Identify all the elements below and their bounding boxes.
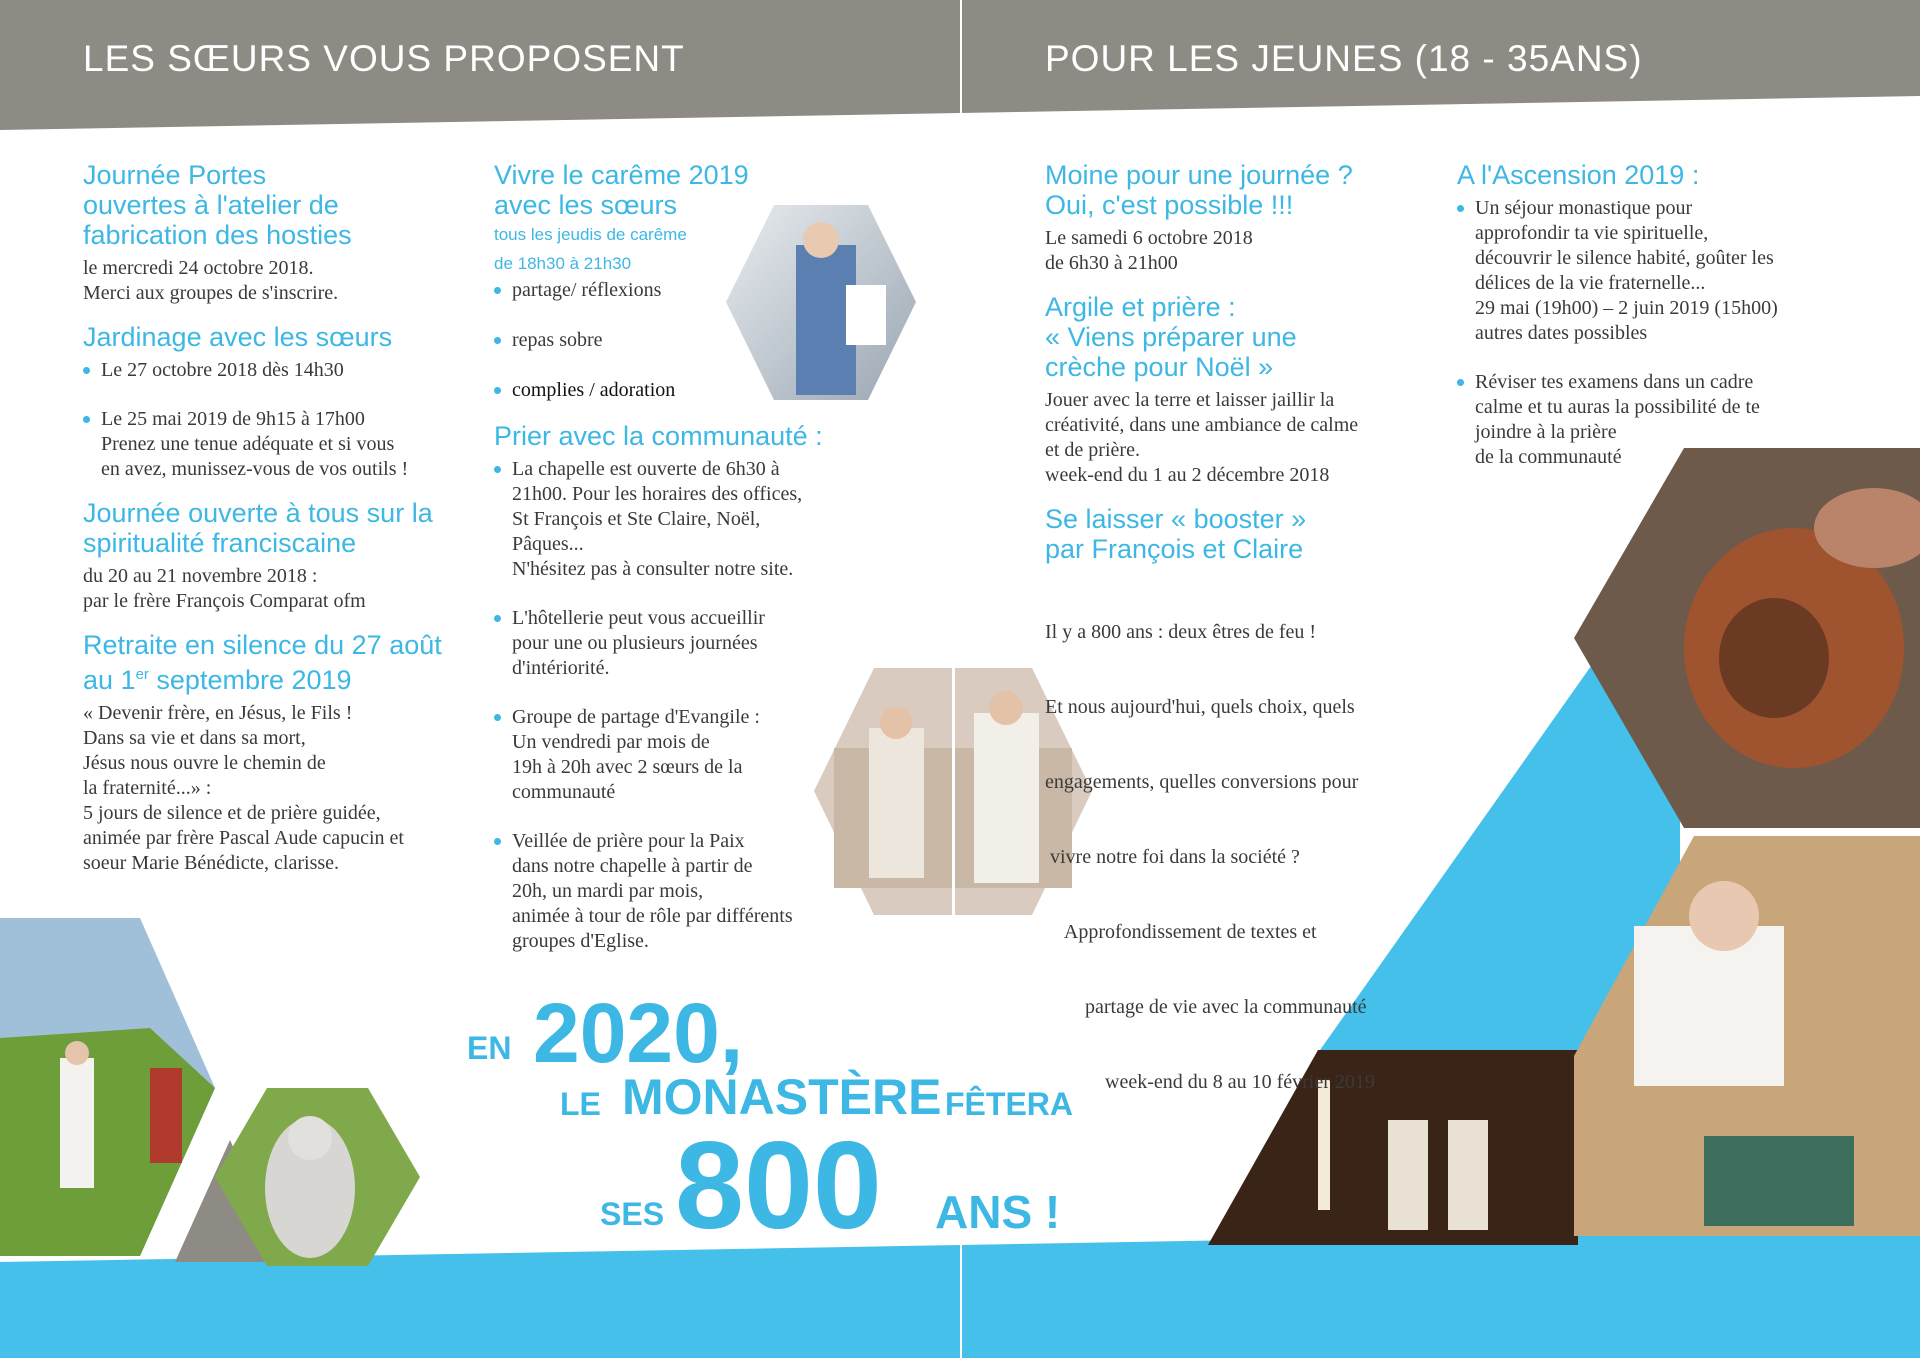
line: Merci aux groupes de s'inscrire. — [83, 282, 339, 304]
line: week-end du 1 au 2 décembre 2018 — [1045, 464, 1330, 486]
line: N'hésitez pas à consulter notre site. — [512, 558, 794, 580]
col2-s2-title: Prier avec la communauté : — [494, 421, 823, 451]
col2-s1-bullet-1: partage/ réflexions — [494, 278, 854, 303]
anniv-year: 2020, — [533, 986, 744, 1080]
line: ouvertes à l'atelier de — [83, 190, 339, 220]
line: Et nous aujourd'hui, quels choix, quels — [1045, 696, 1355, 718]
line: pour une ou plusieurs journées — [512, 632, 758, 654]
line: par François et Claire — [1045, 534, 1304, 564]
line: « Viens préparer une — [1045, 322, 1297, 352]
col1-s2-bullet-2 — [83, 407, 483, 482]
line: délices de la vie fraternelle... — [1475, 272, 1706, 294]
photo-nun-scrabble — [1574, 836, 1920, 1236]
line: Un séjour monastique pour — [1475, 197, 1693, 219]
col3-s3-text — [1045, 570, 1425, 1145]
col2-s1-bullet-3: complies / adoration — [494, 378, 854, 403]
line: découvrir le silence habité, goûter les — [1475, 247, 1774, 269]
photo-garden-procession — [0, 918, 215, 1256]
line: Pâques... — [512, 533, 584, 555]
col2-s2-bullet-1 — [494, 457, 854, 582]
line: spiritualité franciscaine — [83, 528, 357, 558]
line: week-end du 8 au 10 février 2019 — [1045, 1071, 1375, 1093]
line: L'hôtellerie peut vous accueillir — [512, 607, 765, 629]
line: St François et Ste Claire, Noël, — [512, 508, 761, 530]
col1-s2-title: Jardinage avec les sœurs — [83, 322, 393, 352]
line: communauté — [512, 781, 616, 803]
line: par le frère François Comparat ofm — [83, 590, 366, 612]
line: 19h à 20h avec 2 sœurs de la — [512, 756, 743, 778]
line: d'intériorité. — [512, 657, 610, 679]
line: partage de vie avec la communauté — [1045, 996, 1367, 1018]
right-header-title: POUR LES JEUNES (18 - 35ANS) — [1045, 38, 1643, 79]
line: groupes d'Eglise. — [512, 930, 649, 952]
col1-s3-text — [83, 564, 483, 614]
col2-s2-bullet-3 — [494, 705, 812, 805]
line: et de prière. — [1045, 439, 1140, 461]
col2-s2-bullet-4 — [494, 829, 854, 954]
line: avec les sœurs — [494, 190, 678, 220]
line: Le 25 mai 2019 de 9h15 à 17h00 — [101, 408, 365, 430]
col1-s4-text — [83, 701, 483, 876]
anniv-ses: SES — [600, 1196, 665, 1232]
line: Veillée de prière pour la Paix — [512, 830, 745, 852]
line: Le samedi 6 octobre 2018 — [1045, 227, 1253, 249]
anniv-en: EN — [467, 1030, 512, 1066]
col3-s2-title — [1045, 292, 1425, 382]
line: animée par frère Pascal Aude capucin et — [83, 827, 404, 849]
line: Un vendredi par mois de — [512, 731, 710, 753]
line: de 6h30 à 21h00 — [1045, 252, 1178, 274]
line: joindre à la prière — [1475, 421, 1617, 443]
anniv-fetera: FÊTERA — [945, 1086, 1073, 1122]
col4-s1-bullet-1 — [1457, 196, 1857, 346]
line: Dans sa vie et dans sa mort, — [83, 727, 306, 749]
anniv-ans: ANS ! — [935, 1186, 1061, 1238]
line: du 20 au 21 novembre 2018 : — [83, 565, 318, 587]
line: de la communauté — [1475, 446, 1622, 468]
line: 5 jours de silence et de prière guidée, — [83, 802, 381, 824]
line: en avez, munissez-vous de vos outils ! — [101, 458, 409, 480]
col3-s2-text — [1045, 388, 1425, 488]
line: La chapelle est ouverte de 6h30 à — [512, 458, 780, 480]
photo-virgin-statue — [215, 1088, 420, 1266]
line: Jésus nous ouvre le chemin de — [83, 752, 326, 774]
line: Il y a 800 ans : deux êtres de feu ! — [1045, 621, 1317, 643]
line: calme et tu auras la possibilité de te — [1475, 396, 1760, 418]
col1-s1-title — [83, 160, 483, 250]
line: la fraternité...» : — [83, 777, 212, 799]
col4-s1-title: A l'Ascension 2019 : — [1457, 160, 1700, 190]
line: 21h00. Pour les horaires des offices, — [512, 483, 803, 505]
line: Jouer avec la terre et laisser jaillir la — [1045, 389, 1335, 411]
line: soeur Marie Bénédicte, clarisse. — [83, 852, 340, 874]
col1-s3-title — [83, 498, 483, 558]
col1-s4-title — [83, 630, 483, 695]
line: Moine pour une journée ? — [1045, 160, 1353, 190]
col2-s1-bullet-2: repas sobre — [494, 328, 854, 353]
line: 29 mai (19h00) – 2 juin 2019 (15h00) — [1475, 297, 1778, 319]
title-part: au 1 — [83, 665, 136, 695]
column-3 — [1045, 160, 1425, 1161]
anniv-le: LE — [560, 1086, 601, 1122]
line: 20h, un mardi par mois, — [512, 880, 704, 902]
left-header-title: LES SŒURS VOUS PROPOSENT — [83, 38, 685, 79]
column-1 — [83, 160, 483, 892]
line: Retraite en silence du 27 août — [83, 630, 442, 660]
line: le mercredi 24 octobre 2018. — [83, 257, 314, 279]
line: « Devenir frère, en Jésus, le Fils ! — [83, 702, 353, 724]
anniv-800: 800 — [675, 1117, 882, 1255]
line — [83, 660, 483, 695]
line: Groupe de partage d'Evangile : — [512, 706, 760, 728]
column-4 — [1457, 160, 1857, 470]
column-2 — [494, 160, 854, 954]
line: animée à tour de rôle par différents — [512, 905, 793, 927]
line: Journée ouverte à tous sur la — [83, 498, 433, 528]
line: créativité, dans une ambiance de calme — [1045, 414, 1359, 436]
title-part: septembre 2019 — [148, 665, 352, 695]
photo-clay-hands — [1574, 448, 1920, 828]
col4-s1-bullet-2 — [1457, 370, 1857, 470]
line: Argile et prière : — [1045, 292, 1236, 322]
col2-s1-title — [494, 160, 854, 220]
col2-s2-bullet-2 — [494, 606, 854, 681]
col3-s3-title — [1045, 504, 1425, 564]
col1-s2-bullet-1: Le 27 octobre 2018 dès 14h30 — [83, 358, 483, 383]
superscript: er — [135, 666, 149, 683]
col1-s1-text — [83, 256, 483, 306]
line: autres dates possibles — [1475, 322, 1648, 344]
line: tous les jeudis de carême — [494, 225, 687, 244]
col3-s1-text — [1045, 226, 1425, 276]
line: Se laisser « booster » — [1045, 504, 1307, 534]
line: engagements, quelles conversions pour — [1045, 771, 1359, 793]
line: vivre notre foi dans la société ? — [1045, 846, 1300, 868]
line: Prenez une tenue adéquate et si vous — [101, 433, 395, 455]
col2-s1-subtitle — [494, 220, 854, 278]
col3-s1-title — [1045, 160, 1425, 220]
line: Approfondissement de textes et — [1045, 921, 1317, 943]
line: fabrication des hosties — [83, 220, 352, 250]
line: Oui, c'est possible !!! — [1045, 190, 1294, 220]
line: crèche pour Noël » — [1045, 352, 1274, 382]
line: de 18h30 à 21h30 — [494, 254, 632, 273]
line: Vivre le carême 2019 — [494, 160, 749, 190]
line: dans notre chapelle à partir de — [512, 855, 753, 877]
anniv-monastere: MONASTÈRE — [622, 1069, 942, 1125]
line: approfondir ta vie spirituelle, — [1475, 222, 1709, 244]
line: Journée Portes — [83, 160, 267, 190]
line: Réviser tes examens dans un cadre — [1475, 371, 1754, 393]
